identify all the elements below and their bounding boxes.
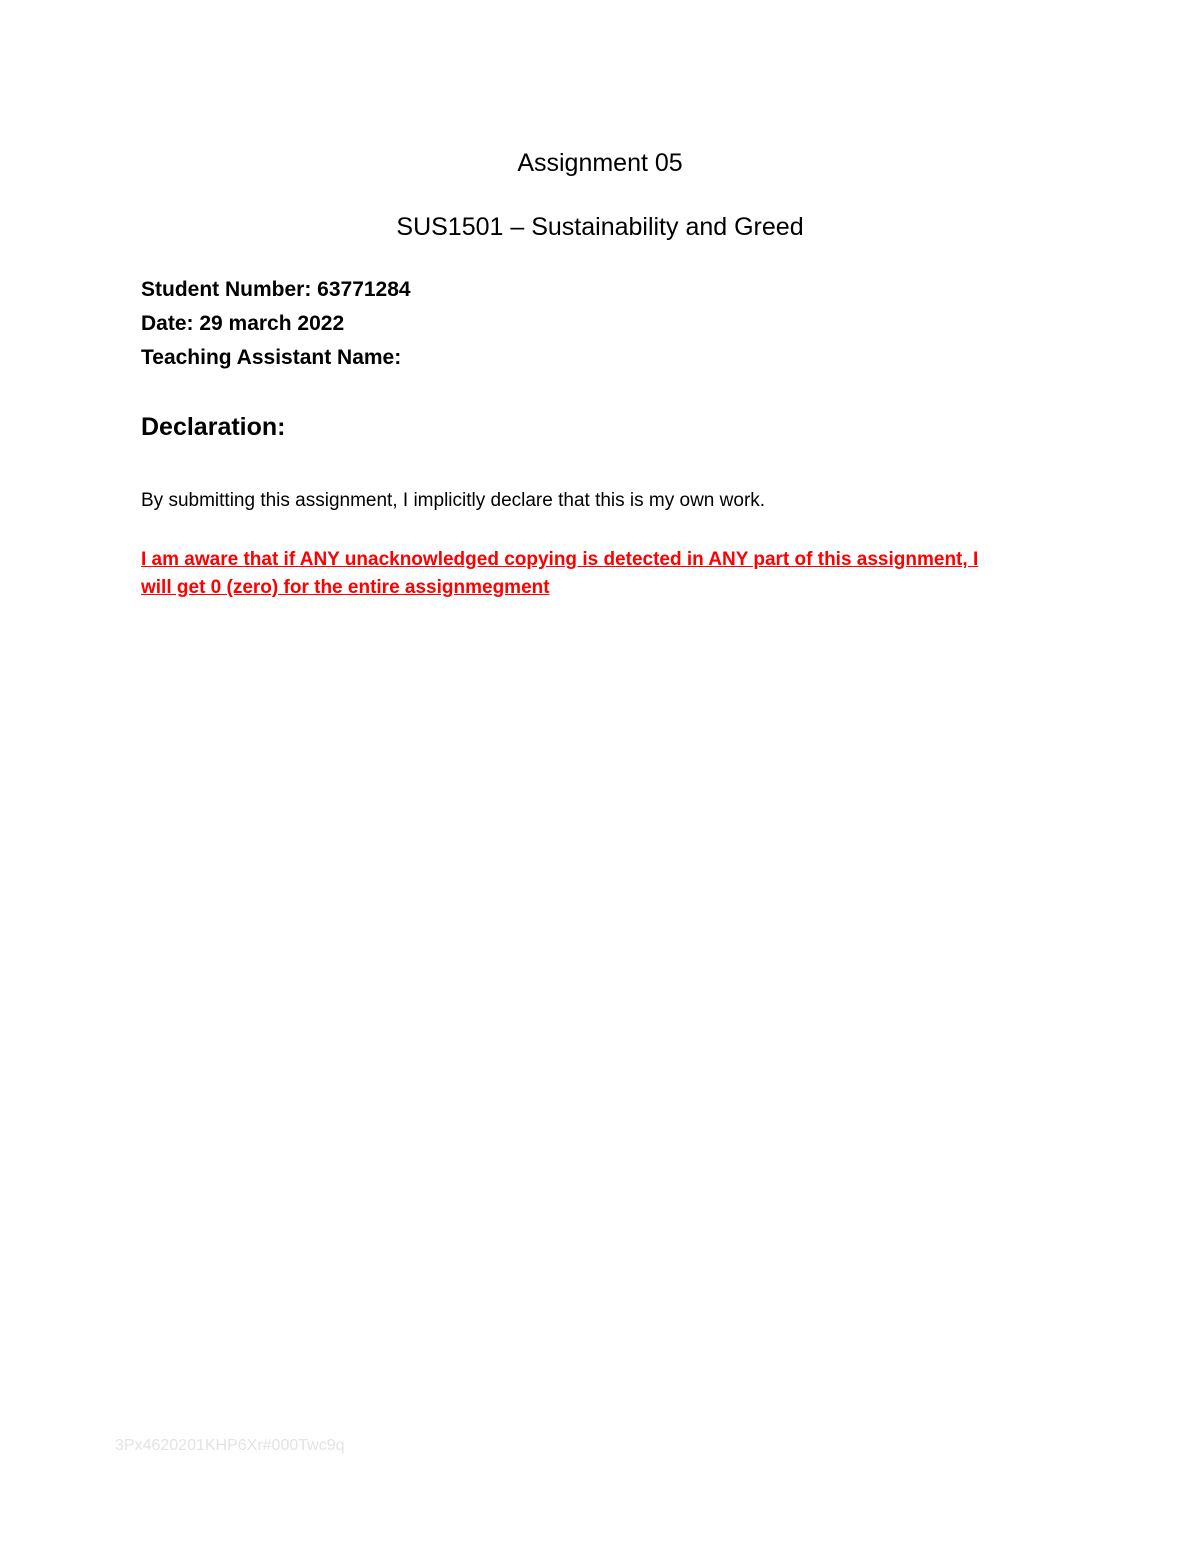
course-title: SUS1501 – Sustainability and Greed xyxy=(396,213,804,241)
assignment-title: Assignment 05 xyxy=(517,149,683,177)
warning-line-2: will get 0 (zero) for the entire assignmegment xyxy=(141,577,550,598)
declaration-heading: Declaration: xyxy=(141,413,286,441)
submission-date: Date: 29 march 2022 xyxy=(141,312,345,335)
declaration-text: By submitting this assignment, I implicitly declare that this is my own work. xyxy=(141,490,766,511)
student-info-block xyxy=(141,273,411,375)
plagiarism-warning xyxy=(141,546,1061,602)
teaching-assistant-name: Teaching Assistant Name: xyxy=(141,346,402,369)
document-watermark: 3Px4620201KHP6Xr#000Twc9q xyxy=(115,1437,345,1454)
warning-line-1: I am aware that if ANY unacknowledged copying is detected in ANY part of this assignment, I xyxy=(141,549,979,570)
student-number: Student Number: 63771284 xyxy=(141,278,411,301)
